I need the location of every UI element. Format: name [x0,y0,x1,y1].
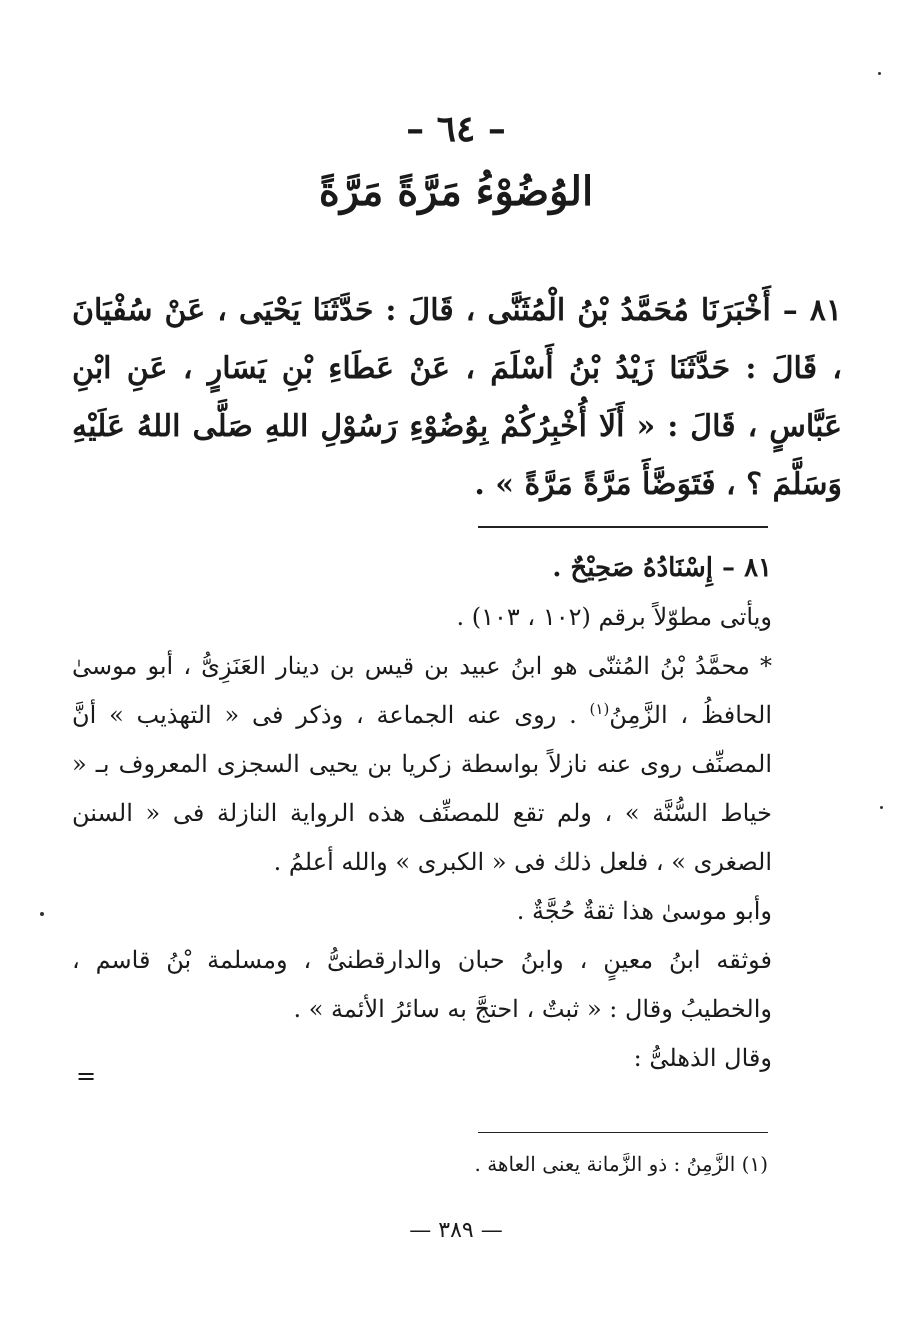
footnote-reference: (١) [589,700,610,718]
hadith-text: ٨١ – أَخْبَرَنَا مُحَمَّدُ بْنُ الْمُثَنَّى ، قَالَ : حَدَّثَنَا يَحْيَى ، عَنْ سُفْيَانَ ، قَالَ : حَدَّثَنَا زَيْدُ بْنُ أَسْلَمَ ، عَنْ عَطَاءِ بْنِ يَسَارٍ ، عَنِ ابْنِ عَبَّاسٍ ، قَالَ : « أَلَا أُخْبِرُكُمْ بِوُضُوْءِ رَسُوْلِ اللهِ صَلَّى اللهُ عَلَيْهِ وَسَلَّمَ ؟ ، فَتَوَضَّأَ مَرَّةً مَرَّةً » . [72,293,842,502]
scan-speck [880,806,883,809]
dhuhli-statement: وقال الذهلىُّ : [633,1044,772,1072]
hadith-text-block [72,282,842,514]
scan-speck [40,912,44,916]
continuation-mark: = [76,1062,97,1090]
narrator-reliability: وأبو موسىٰ هذا ثقةٌ حُجَّةٌ . [516,897,772,925]
narrator-note-part-1: * محمَّدُ بْنُ المُثنّى هو ابنُ عبيد بن قيس بن دينار العَنَزِىُّ ، أبو موسىٰ الحافظُ ، الزَّمِنُ [72,652,773,729]
cross-reference: ويأتى مطوّلاً برقم (١٠٢ ، ١٠٣) . [456,603,772,631]
scan-speck [878,72,881,75]
page-header: – ٦٤ – [406,108,506,150]
hadith-grading: ٨١ – إِسْنَادُهُ صَحِيْحٌ . [552,553,772,583]
footnote-divider [478,1132,768,1133]
narrator-note [72,642,842,887]
footnote: (١) الزَّمِنُ : ذو الزَّمانة يعنى العاهة . [474,1152,768,1176]
commentary-block [72,544,842,1083]
page-number: — ٣٨٩ — [409,1218,503,1243]
narrator-praise: فوثقه ابنُ معينٍ ، وابنُ حبان والدارقطنىُّ ، ومسلمة بْنُ قاسم ، والخطيبُ وقال : « ثبتٌ ، احتجَّ به سائرُ الأئمة » . [72,946,772,1023]
chapter-title: الوُضُوْءُ مَرَّةً مَرَّةً [318,168,594,215]
narrator-note-part-2: . روى عنه الجماعة ، وذكر فى « التهذيب » أنَّ المصنِّف روى عنه نازلاً بواسطة زكريا بن يحيى السجزى المعروف بـ « خياط السُّنَّة » ، ولم تقع للمصنِّف هذه الرواية النازلة فى « السنن الصغرى » ، فلعل ذلك فى « الكبرى » والله أعلمُ . [72,701,772,876]
section-divider [478,526,768,528]
